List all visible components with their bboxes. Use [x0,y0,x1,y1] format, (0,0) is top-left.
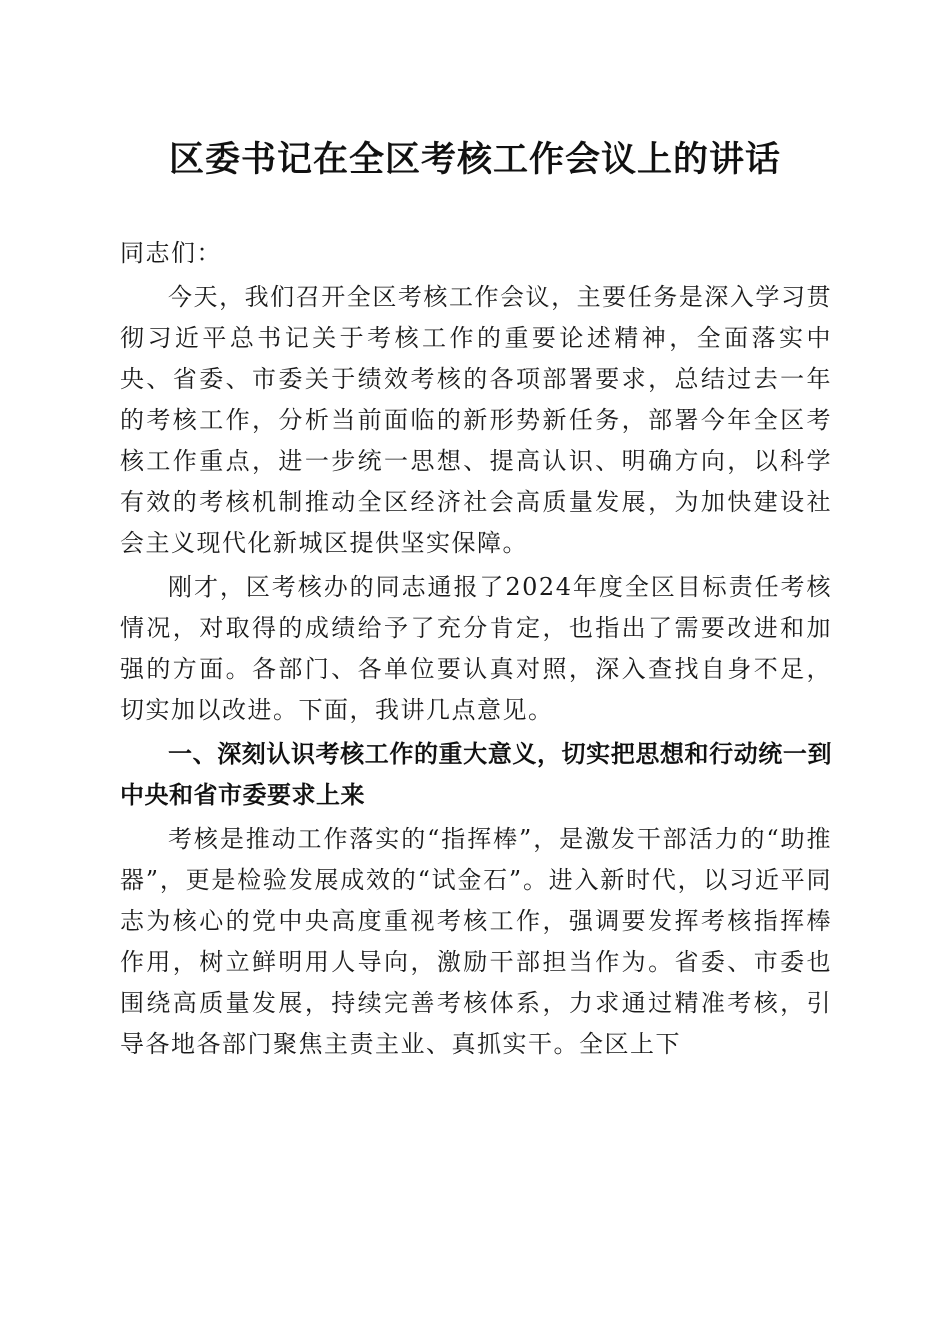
document-title: 区委书记在全区考核工作会议上的讲话 [168,139,781,180]
section-heading: 一、深刻认识考核工作的重大意义，切实把思想和行动统一到中央和省市委要求上来 [120,740,832,809]
paragraph-section-one: 考核是推动工作落实的“指挥棒”，是激发干部活力的“助推器”，更是检验发展成效的“试金石”。进入新时代，以习近平同志为核心的党中央高度重视考核工作，强调要发挥考核指挥棒作用，树立鲜明用人导向，激励干部担当作为。省委、市委也围绕高质量发展，持续完善考核体系，力求通过精准考核，引导各地各部门聚焦主责主业、真抓实干。全区上下 [120,825,832,1058]
paragraph-opening: 今天，我们召开全区考核工作会议，主要任务是深入学习贯彻习近平总书记关于考核工作的重要论述精神，全面落实中央、省委、市委关于绩效考核的各项部署要求，总结过去一年的考核工作，分析当前面临的新形势新任务，部署今年全区考核工作重点，进一步统一思想、提高认识、明确方向，以科学有效的考核机制推动全区经济社会高质量发展，为加快建设社会主义现代化新城区提供坚实保障。 [120,283,832,557]
salutation: 同志们： [120,239,222,267]
paragraph-report: 刚才，区考核办的同志通报了2024年度全区目标责任考核情况，对取得的成绩给予了充分肯定，也指出了需要改进和加强的方面。各部门、各单位要认真对照，深入查找自身不足，切实加以改进。下面，我讲几点意见。 [120,573,832,724]
document-body [120,233,832,1065]
